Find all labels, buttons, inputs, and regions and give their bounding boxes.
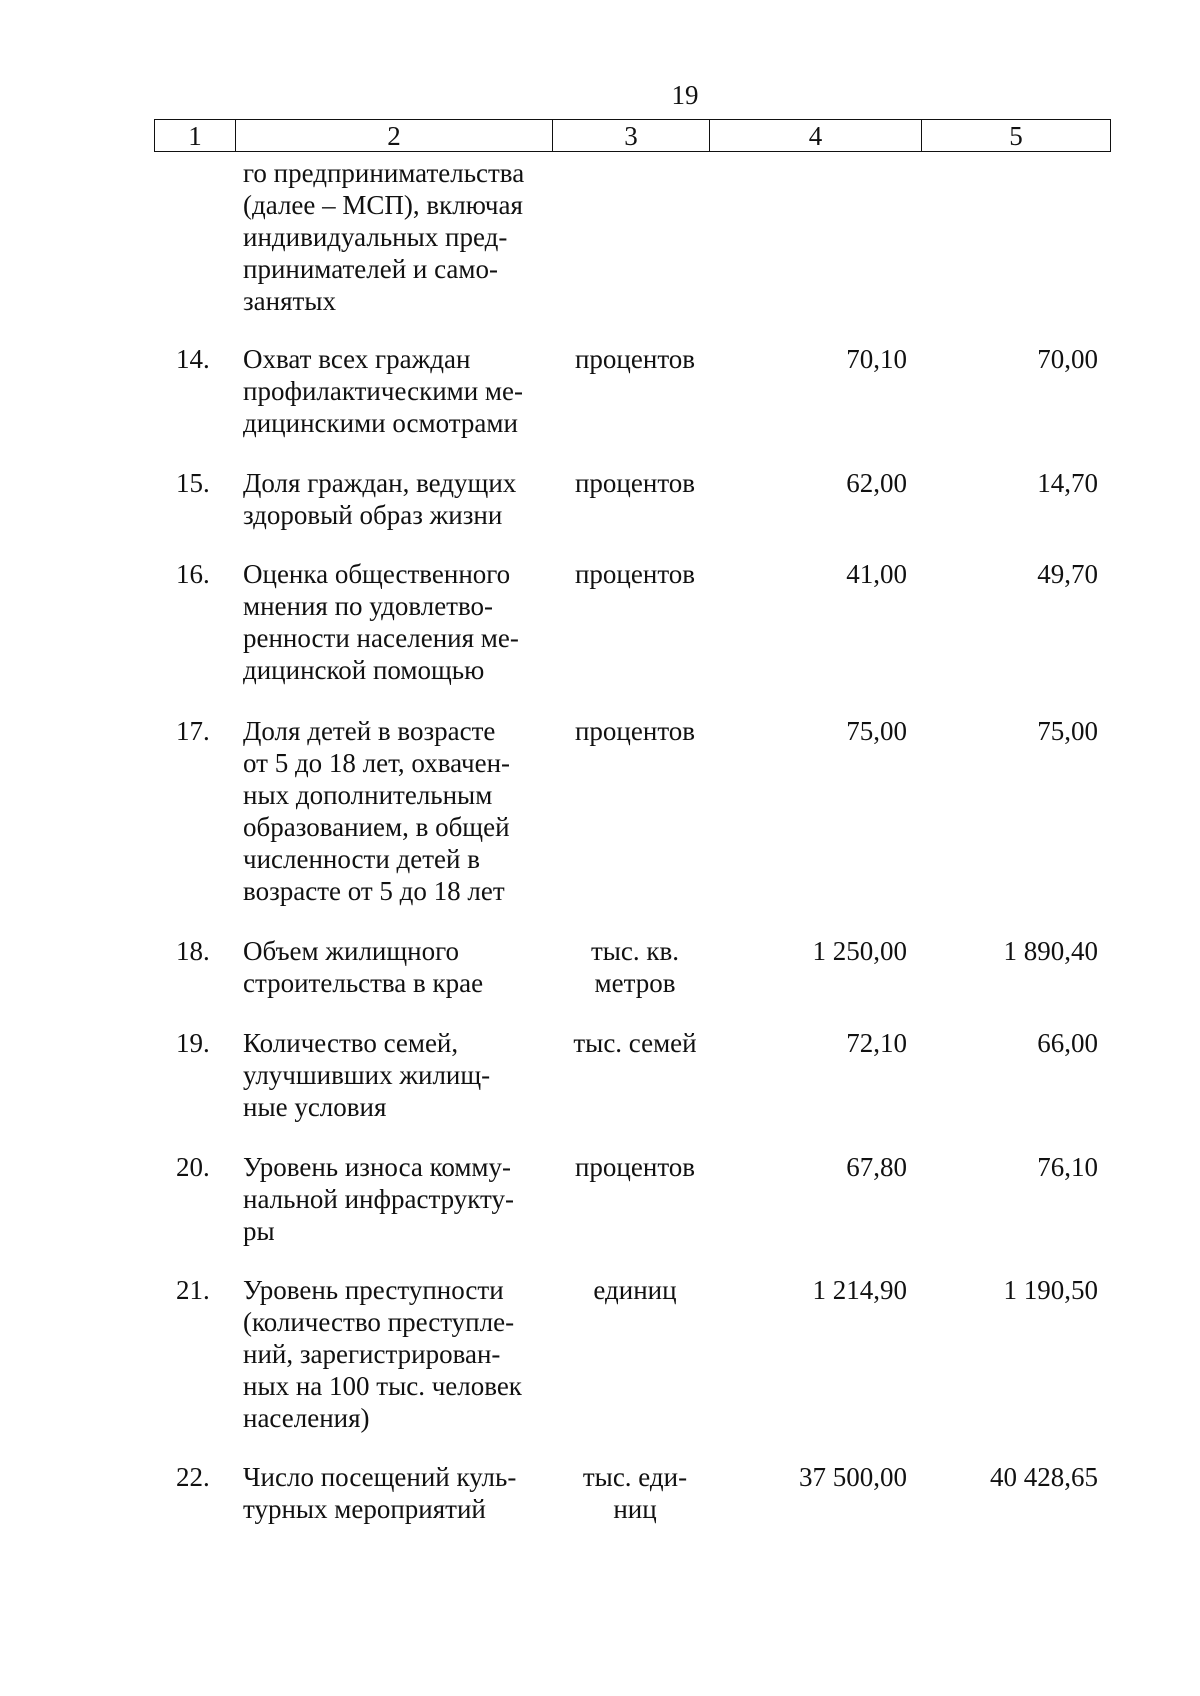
row-number: 20. <box>176 1152 210 1182</box>
column-header-4: 4 <box>710 120 922 152</box>
row-unit: процентов <box>574 1152 696 1182</box>
row-indicator-name: Охват всех граждан профилактическими ме- дицинскими осмотрами <box>243 344 523 438</box>
row-col4-value: 75,00 <box>846 716 907 746</box>
row-col5-value: 1 890,40 <box>1003 936 1098 966</box>
row-col5-value: 40 428,65 <box>990 1462 1098 1492</box>
row-col4-value: 62,00 <box>846 468 907 498</box>
row-number: 18. <box>176 936 210 966</box>
row-unit: процентов <box>574 559 696 589</box>
continuation-text: го предпринимательства (далее – МСП), включая индивидуальных пред- принимателей и само- занятых <box>243 158 525 316</box>
row-indicator-name: Количество семей, улучшивших жилищ- ные условия <box>243 1028 491 1122</box>
row-unit: процентов <box>574 716 696 746</box>
row-col4-value: 1 214,90 <box>812 1275 907 1305</box>
column-header-row <box>155 120 1111 152</box>
row-col4-value: 72,10 <box>846 1028 907 1058</box>
row-unit: процентов <box>574 468 696 498</box>
row-unit: тыс. семей <box>573 1028 697 1058</box>
row-number: 22. <box>176 1462 210 1492</box>
row-col4-value: 1 250,00 <box>812 936 907 966</box>
row-indicator-name: Уровень преступности (количество преступле- ний, зарегистрирован- ных на 100 тыс. человек населения) <box>243 1275 522 1433</box>
row-number: 17. <box>176 716 210 746</box>
row-number: 19. <box>176 1028 210 1058</box>
row-col5-value: 1 190,50 <box>1003 1275 1098 1305</box>
row-unit: тыс. кв. метров <box>590 936 680 998</box>
row-unit: тыс. еди- ниц <box>582 1462 688 1524</box>
row-number: 21. <box>176 1275 210 1305</box>
row-col4-value: 37 500,00 <box>799 1462 907 1492</box>
row-indicator-name: Оценка общественного мнения по удовлетво- ренности населения ме- дицинской помощью <box>243 559 519 685</box>
column-header-1: 1 <box>155 120 236 152</box>
row-indicator-name: Доля детей в возрасте от 5 до 18 лет, охвачен- ных дополнительным образованием, в общей численности детей в возрасте от 5 до 18 лет <box>243 716 511 906</box>
row-col5-value: 75,00 <box>1037 716 1098 746</box>
row-number: 14. <box>176 344 210 374</box>
row-unit: единиц <box>593 1275 677 1305</box>
row-unit: процентов <box>574 344 696 374</box>
row-col4-value: 67,80 <box>846 1152 907 1182</box>
column-header-5: 5 <box>922 120 1111 152</box>
row-col4-value: 70,10 <box>846 344 907 374</box>
row-indicator-name: Доля граждан, ведущих здоровый образ жизни <box>243 468 517 530</box>
row-col5-value: 76,10 <box>1037 1152 1098 1182</box>
row-indicator-name: Число посещений куль- турных мероприятий <box>243 1462 517 1524</box>
row-indicator-name: Уровень износа комму- нальной инфраструкту- ры <box>243 1152 514 1246</box>
row-col5-value: 49,70 <box>1037 559 1098 589</box>
row-indicator-name: Объем жилищного строительства в крае <box>243 936 484 998</box>
row-col5-value: 14,70 <box>1037 468 1098 498</box>
row-number: 16. <box>176 559 210 589</box>
row-col5-value: 70,00 <box>1037 344 1098 374</box>
row-number: 15. <box>176 468 210 498</box>
column-header-table <box>154 119 1111 152</box>
page-number: 19 <box>671 80 699 110</box>
column-header-2: 2 <box>236 120 553 152</box>
row-col5-value: 66,00 <box>1037 1028 1098 1058</box>
column-header-3: 3 <box>553 120 710 152</box>
row-col4-value: 41,00 <box>846 559 907 589</box>
